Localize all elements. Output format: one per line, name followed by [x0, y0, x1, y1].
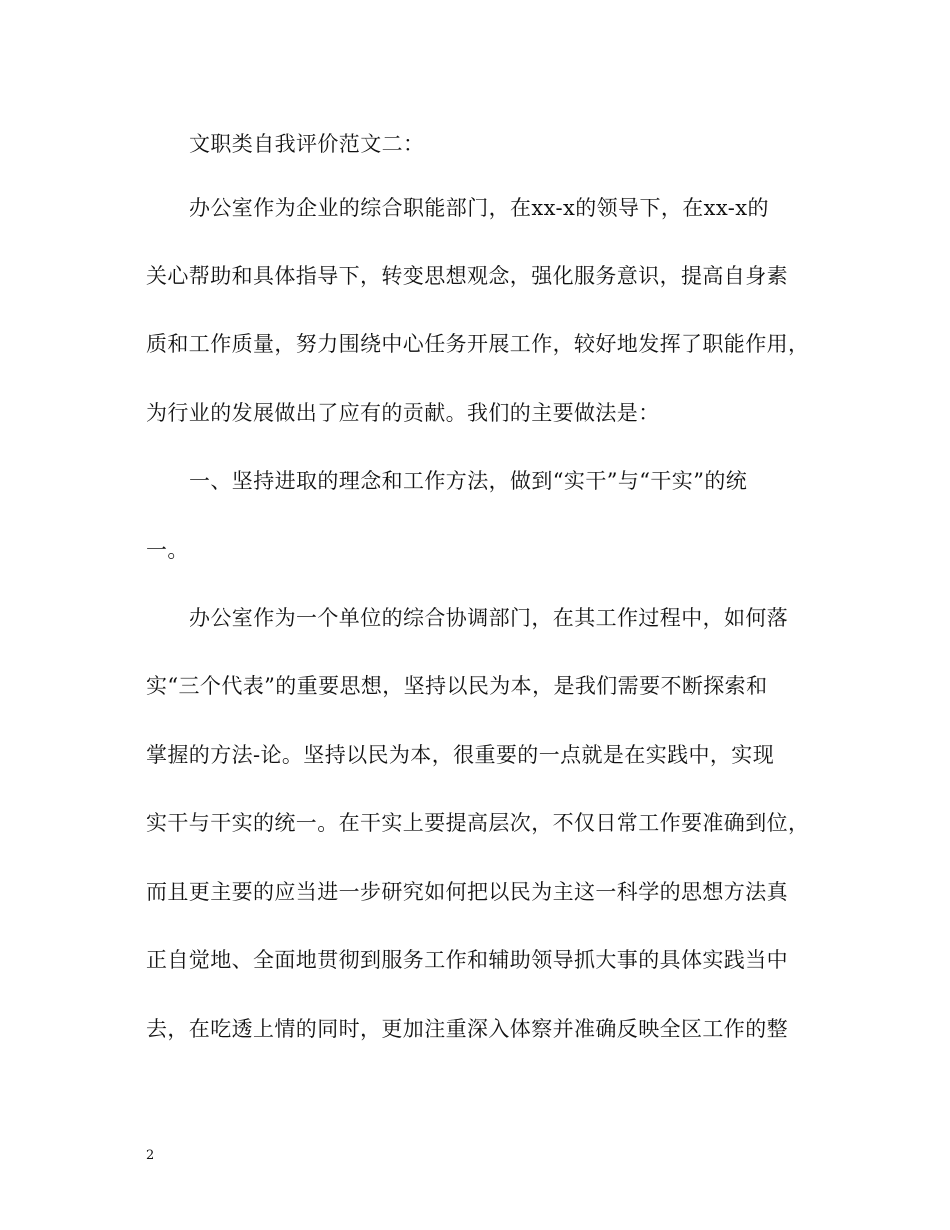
paragraph-line: 办公室作为一个单位的综合协调部门，在其工作过程中，如何落: [189, 606, 789, 630]
subheading-line: 一、坚持进取的理念和工作方法，做到“实干”与“干实”的统: [189, 469, 748, 493]
paragraph-line: 掌握的方法-论。坚持以民为本，很重要的一点就是在实践中，实现: [146, 743, 775, 767]
paragraph-line: 而且更主要的应当进一步研究如何把以民为主这一科学的思想方法真: [146, 880, 788, 904]
paragraph-line: 质和工作质量，努力围绕中心任务开展工作，较好地发挥了职能作用，: [146, 332, 810, 356]
paragraph-line: 实干与干实的统一。在干实上要提高层次，不仅日常工作要准确到位，: [146, 811, 810, 835]
paragraph-line: 关心帮助和具体指导下，转变思想观念，强化服务意识，提高自身素: [146, 264, 788, 288]
subheading-line: 一。: [146, 538, 189, 562]
section-heading: 文职类自我评价范文二：: [189, 132, 425, 156]
paragraph-line: 正自觉地、全面地贯彻到服务工作和辅助领导抓大事的具体实践当中: [146, 948, 788, 972]
paragraph-line: 为行业的发展做出了应有的贡献。我们的主要做法是：: [146, 401, 660, 425]
paragraph-line: 实“三个代表”的重要思想，坚持以民为本，是我们需要不断探索和: [146, 674, 768, 698]
paragraph-line: 办公室作为企业的综合职能部门，在xx-x的领导下，在xx-x的: [189, 196, 769, 220]
paragraph-line: 去，在吃透上情的同时，更加注重深入体察并准确反映全区工作的整: [146, 1017, 788, 1041]
page-number: 2: [146, 1148, 155, 1163]
